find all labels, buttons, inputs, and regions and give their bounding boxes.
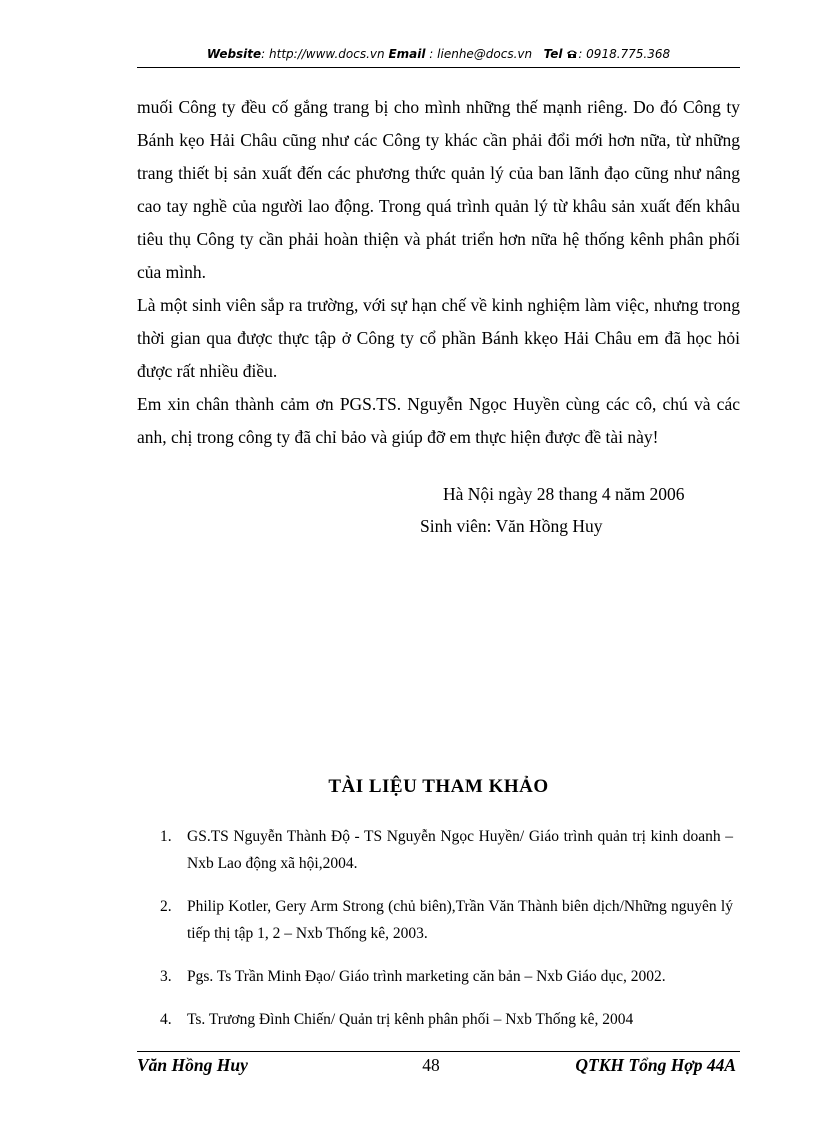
reference-text: Ts. Trương Đình Chiến/ Quản trị kênh phân phối – Nxb Thống kê, 2004 xyxy=(187,1011,634,1028)
phone-icon xyxy=(566,47,578,61)
reference-item xyxy=(160,963,733,990)
reference-text: Pgs. Ts Trần Minh Đạo/ Giáo trình marketing căn bản – Nxb Giáo dục, 2002. xyxy=(187,968,666,985)
email-value: : lienhe@docs.vn xyxy=(425,47,533,61)
website-label: Website xyxy=(206,47,262,61)
reference-text: GS.TS Nguyễn Thành Độ - TS Nguyễn Ngọc Huyền/ Giáo trình quản trị kinh doanh – Nxb Lao động xã hội,2004. xyxy=(187,828,733,872)
page-footer xyxy=(137,1055,740,1079)
footer-divider xyxy=(137,1051,740,1052)
page-number: 48 xyxy=(422,1055,440,1075)
footer-class: QTKH Tổng Hợp 44A xyxy=(575,1055,736,1075)
reference-number: 4. xyxy=(160,1011,172,1028)
signature-student: Sinh viên: Văn Hồng Huy xyxy=(420,516,603,536)
paragraph-1: muối Công ty đều cố gắng trang bị cho mình những thế mạnh riêng. Do đó Công ty Bánh kẹo Hải Châu cũng như các Công ty khác cần phải đổi mới hơn nữa, từ những trang thiết bị sản xuất đến các phương thức quản lý của ban lãnh đạo cũng như nâng cao tay nghề của người lao động. Trong quá trình quản lý từ khâu sản xuất đến khâu tiêu thụ Công ty cần phải hoàn thiện và phát triển hơn nữa hệ thống kênh phân phối của mình. xyxy=(137,97,740,282)
reference-item xyxy=(160,893,733,947)
reference-number: 3. xyxy=(160,968,172,985)
reference-item xyxy=(160,823,733,877)
paragraph-2: Là một sinh viên sắp ra trường, với sự hạn chế về kinh nghiệm làm việc, nhưng trong thời gian qua được thực tập ở Công ty cổ phần Bánh kkẹo Hải Châu em đã học hỏi được rất nhiều điều. xyxy=(137,295,740,381)
body-text xyxy=(137,91,740,454)
tel-label: Tel xyxy=(543,47,563,61)
reference-item xyxy=(160,1006,733,1033)
paragraph-3: Em xin chân thành cảm ơn PGS.TS. Nguyễn Ngọc Huyền cùng các cô, chú và các anh, chị trong công ty đã chỉ bảo và giúp đỡ em thực hiện được đề tài này! xyxy=(137,394,740,447)
signature-date: Hà Nội ngày 28 thang 4 năm 2006 xyxy=(443,484,685,504)
references-title: TÀI LIỆU THAM KHẢO xyxy=(328,776,549,797)
footer-author: Văn Hồng Huy xyxy=(137,1055,248,1075)
reference-text: Philip Kotler, Gery Arm Strong (chủ biên),Trần Văn Thành biên dịch/Những nguyên lý tiếp thị tập 1, 2 – Nxb Thống kê, 2003. xyxy=(187,898,733,942)
references-list xyxy=(160,823,733,1033)
reference-number: 2. xyxy=(160,898,172,915)
website-value: : http://www.docs.vn xyxy=(261,47,385,61)
tel-value: : 0918.775.368 xyxy=(578,47,671,61)
page-header xyxy=(137,47,740,68)
reference-number: 1. xyxy=(160,828,172,845)
email-label: Email xyxy=(388,47,426,61)
